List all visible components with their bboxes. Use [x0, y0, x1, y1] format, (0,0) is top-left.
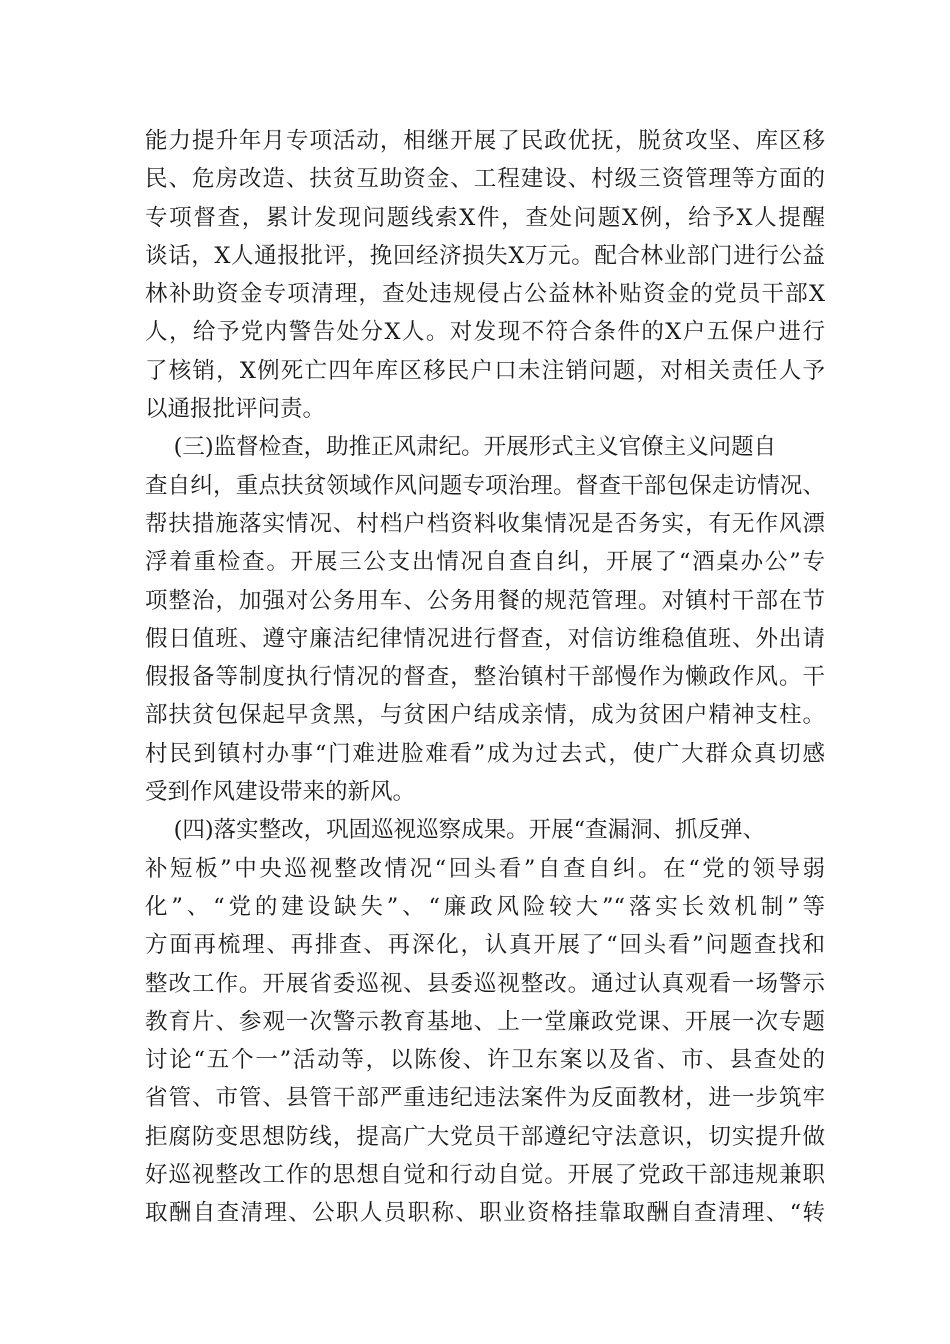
text-line: 查自纠，重点扶贫领域作风问题专项治理。督查干部包保走访情况、 [145, 472, 825, 499]
text-line: 取酬自查清理、公职人员职称、职业资格挂靠取酬自查清理、“转 [145, 1200, 825, 1227]
text-line: 村民到镇村办事“门难进脸难看”成为过去式，使广大群众真切感 [145, 740, 825, 767]
text-line: 拒腐防变思想防线，提高广大党员干部遵纪守法意识，切实提升做 [145, 1123, 825, 1150]
text-line: 讨论“五个一”活动等，以陈俊、许卫东案以及省、市、县查处的 [145, 1047, 825, 1074]
text-line: 浮着重检查。开展三公支出情况自查自纠，开展了“酒桌办公”专 [145, 549, 825, 576]
text-line: 补短板”中央巡视整改情况“回头看”自查自纠。在“党的领导弱 [145, 855, 825, 882]
text-line: 省管、市管、县管干部严重违纪违法案件为反面教材，进一步筑牢 [145, 1085, 825, 1112]
paragraph-end-line: 受到作风建设带来的新风。 [145, 779, 416, 806]
text-line: 假报备等制度执行情况的督查，整治镇村干部慢作为懒政作风。干 [145, 664, 825, 691]
text-line: 林补助资金专项清理，查处违规侵占公益林补贴资金的党员干部X [145, 281, 825, 308]
text-line: 帮扶措施落实情况、村档户档资料收集情况是否务实，有无作风漂 [145, 510, 825, 537]
text-line: 能力提升年月专项活动，相继开展了民政优抚，脱贫攻坚、库区移 [145, 128, 825, 154]
text-line: 民、危房改造、扶贫互助资金、工程建设、村级三资管理等方面的 [145, 166, 825, 193]
text-line: 了核销，X例死亡四年库区移民户口未注销问题，对相关责任人予 [145, 357, 825, 384]
text-line: 教育片、参观一次警示教育基地、上一堂廉政党课、开展一次专题 [145, 1008, 825, 1035]
text-line: 人，给予党内警告处分X人。对发现不符合条件的X户五保户进行 [145, 319, 825, 346]
document-body [145, 122, 825, 1233]
text-line: 假日值班、遵守廉洁纪律情况进行督查，对信访维稳值班、外出请 [145, 625, 825, 652]
section-heading-line: (四)落实整改，巩固巡视巡察成果。开展“查漏洞、抓反弹、 [145, 817, 766, 844]
text-line: 好巡视整改工作的思想自觉和行动自觉。开展了党政干部违规兼职 [145, 1162, 825, 1189]
text-line: 项整治，加强对公务用车、公务用餐的规范管理。对镇村干部在节 [145, 587, 825, 614]
text-line: 谈话，X人通报批评，挽回经济损失X万元。配合林业部门进行公益 [145, 242, 825, 269]
text-line: 方面再梳理、再排查、再深化，认真开展了“回头看”问题查找和 [145, 932, 825, 959]
text-line: 整改工作。开展省委巡视、县委巡视整改。通过认真观看一场警示 [145, 970, 825, 997]
text-line: 部扶贫包保起早贪黑，与贫困户结成亲情，成为贫困户精神支柱。 [145, 702, 825, 729]
section-heading-line: (三)监督检查，助推正风肃纪。开展形式主义官僚主义问题自 [145, 434, 777, 461]
paragraph-end-line: 以通报批评问责。 [145, 396, 326, 423]
text-line: 化”、“党的建设缺失”、“廉政风险较大”“落实长效机制”等 [145, 893, 825, 920]
text-line: 专项督查，累计发现问题线索X件，查处问题X例，给予X人提醒 [145, 204, 825, 231]
